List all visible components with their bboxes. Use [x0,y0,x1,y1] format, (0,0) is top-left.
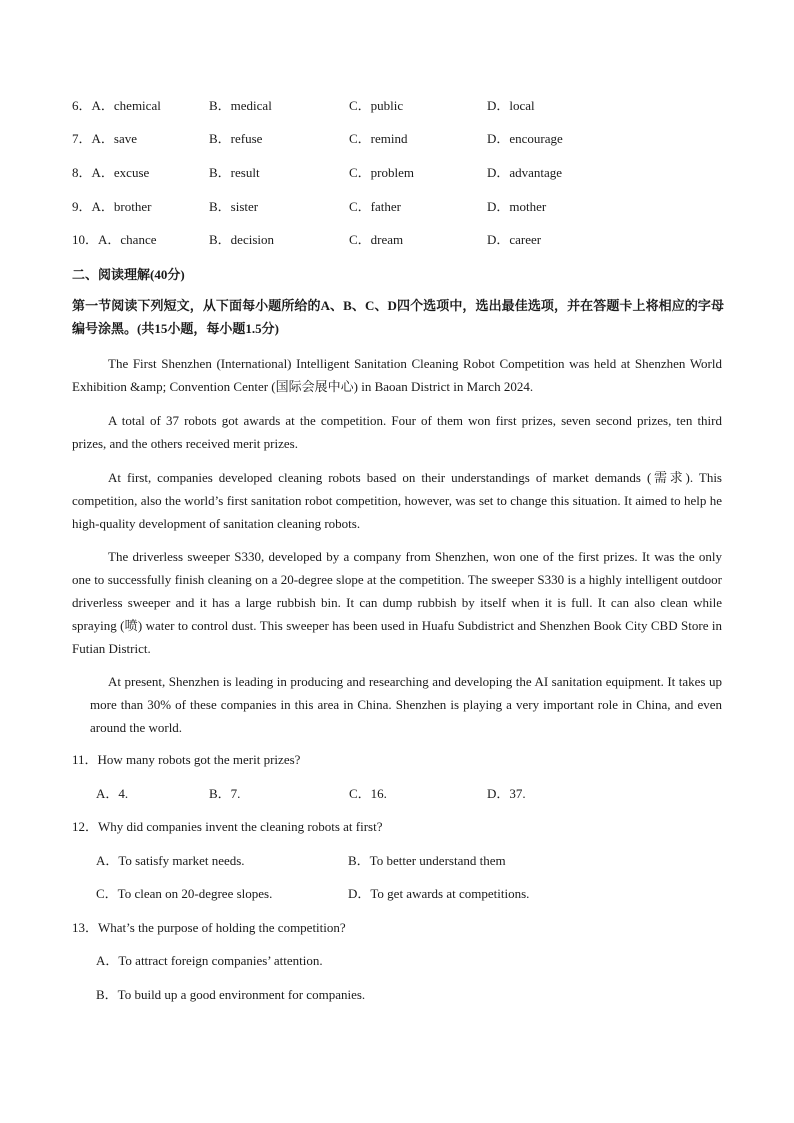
question-13-option-a[interactable]: A．To attract foreign companies’ attention. [96,953,323,968]
question-6 [72,96,732,116]
question-11-option-c[interactable]: C．16. [349,786,387,801]
question-12-option-a[interactable]: A．To satisfy market needs. [96,853,245,868]
question-12-stem: 12．Why did companies invent the cleaning robots at first? [72,819,383,834]
question-7-option-a: 7．A．save [72,131,138,146]
question-6-option-c: C．public [349,98,404,113]
question-7-option-d: D．encourage [487,131,563,146]
question-6-option-d: D．local [487,98,535,113]
question-10-option-d: D．career [487,232,542,247]
question-9-option-c: C．father [349,199,401,214]
question-10-option-a: 10．A．chance [72,232,157,247]
question-7-option-c: C．remind [349,131,408,146]
section-title: 二、阅读理解(40分) [72,267,185,282]
passage-paragraph-5: At present, Shenzhen is leading in producing and researching and developing the AI sanitation equipment. It takes up more than 30% of these companies in this area in China. Shenzhen is playing a very important role in China, and even around the world. [90,674,722,735]
section-instruction: 第一节阅读下列短文，从下面每小题所给的A、B、C、D四个选项中，选出最佳选项，并在答题卡上将相应的字母编号涂黑。(共15小题，每小题1.5分) [72,298,724,336]
passage-paragraph-3: At first, companies developed cleaning robots based on their understandings of market demands (需求). This competition, also the world’s first sanitation robot competition, however, was set to change this situation. It aimed to help he high-quality development of sanitation cleaning robots. [72,470,722,531]
question-11-options [96,784,696,804]
question-11-option-d[interactable]: D．37. [487,786,526,801]
question-7 [72,129,732,149]
question-11-option-a[interactable]: A．4. [96,786,129,801]
question-11-option-b[interactable]: B．7. [209,786,241,801]
question-9 [72,197,732,217]
passage-paragraph-1: The First Shenzhen (International) Intelligent Sanitation Cleaning Robot Competition was held at Shenzhen World Exhibition &amp; Convention Center (国际会展中心) in Baoan District in March 2024. [72,356,722,394]
question-12-options-row-1 [96,851,696,871]
question-7-option-b: B．refuse [209,131,263,146]
question-8 [72,163,732,183]
passage-paragraph-4: The driverless sweeper S330, developed by a company from Shenzhen, won one of the first prizes. It was the only one to successfully finish cleaning on a 20-degree slope at the competition. The sweeper S330 is a highly intelligent outdoor driverless sweeper and it has a large rubbish bin. It can dump rubbish by itself when it is full. It can also clean while spraying (喷) water to control dust. This sweeper has been used in Huafu Subdistrict and Shenzhen Book City CBD Store in Futian District. [72,549,722,656]
question-8-option-b: B．result [209,165,260,180]
question-9-option-a: 9．A．brother [72,199,152,214]
question-6-option-b: B．medical [209,98,272,113]
passage-paragraph-2: A total of 37 robots got awards at the competition. Four of them won first prizes, seven second prizes, ten third prizes, and the others received merit prizes. [72,413,722,451]
question-12-options-row-2 [96,884,696,904]
question-8-option-c: C．problem [349,165,414,180]
question-13-option-b[interactable]: B．To build up a good environment for companies. [96,987,366,1002]
question-10-option-c: C．dream [349,232,404,247]
question-8-option-a: 8．A．excuse [72,165,150,180]
question-6-option-a: 6．A．chemical [72,98,161,113]
question-10 [72,230,732,250]
question-12-option-d[interactable]: D．To get awards at competitions. [348,886,530,901]
question-12-option-b[interactable]: B．To better understand them [348,853,506,868]
question-13-stem: 13．What’s the purpose of holding the competition? [72,920,346,935]
question-12-option-c[interactable]: C．To clean on 20-degree slopes. [96,886,273,901]
question-9-option-b: B．sister [209,199,259,214]
question-8-option-d: D．advantage [487,165,563,180]
question-11-stem: 11．How many robots got the merit prizes? [72,752,301,767]
question-9-option-d: D．mother [487,199,547,214]
question-10-option-b: B．decision [209,232,274,247]
